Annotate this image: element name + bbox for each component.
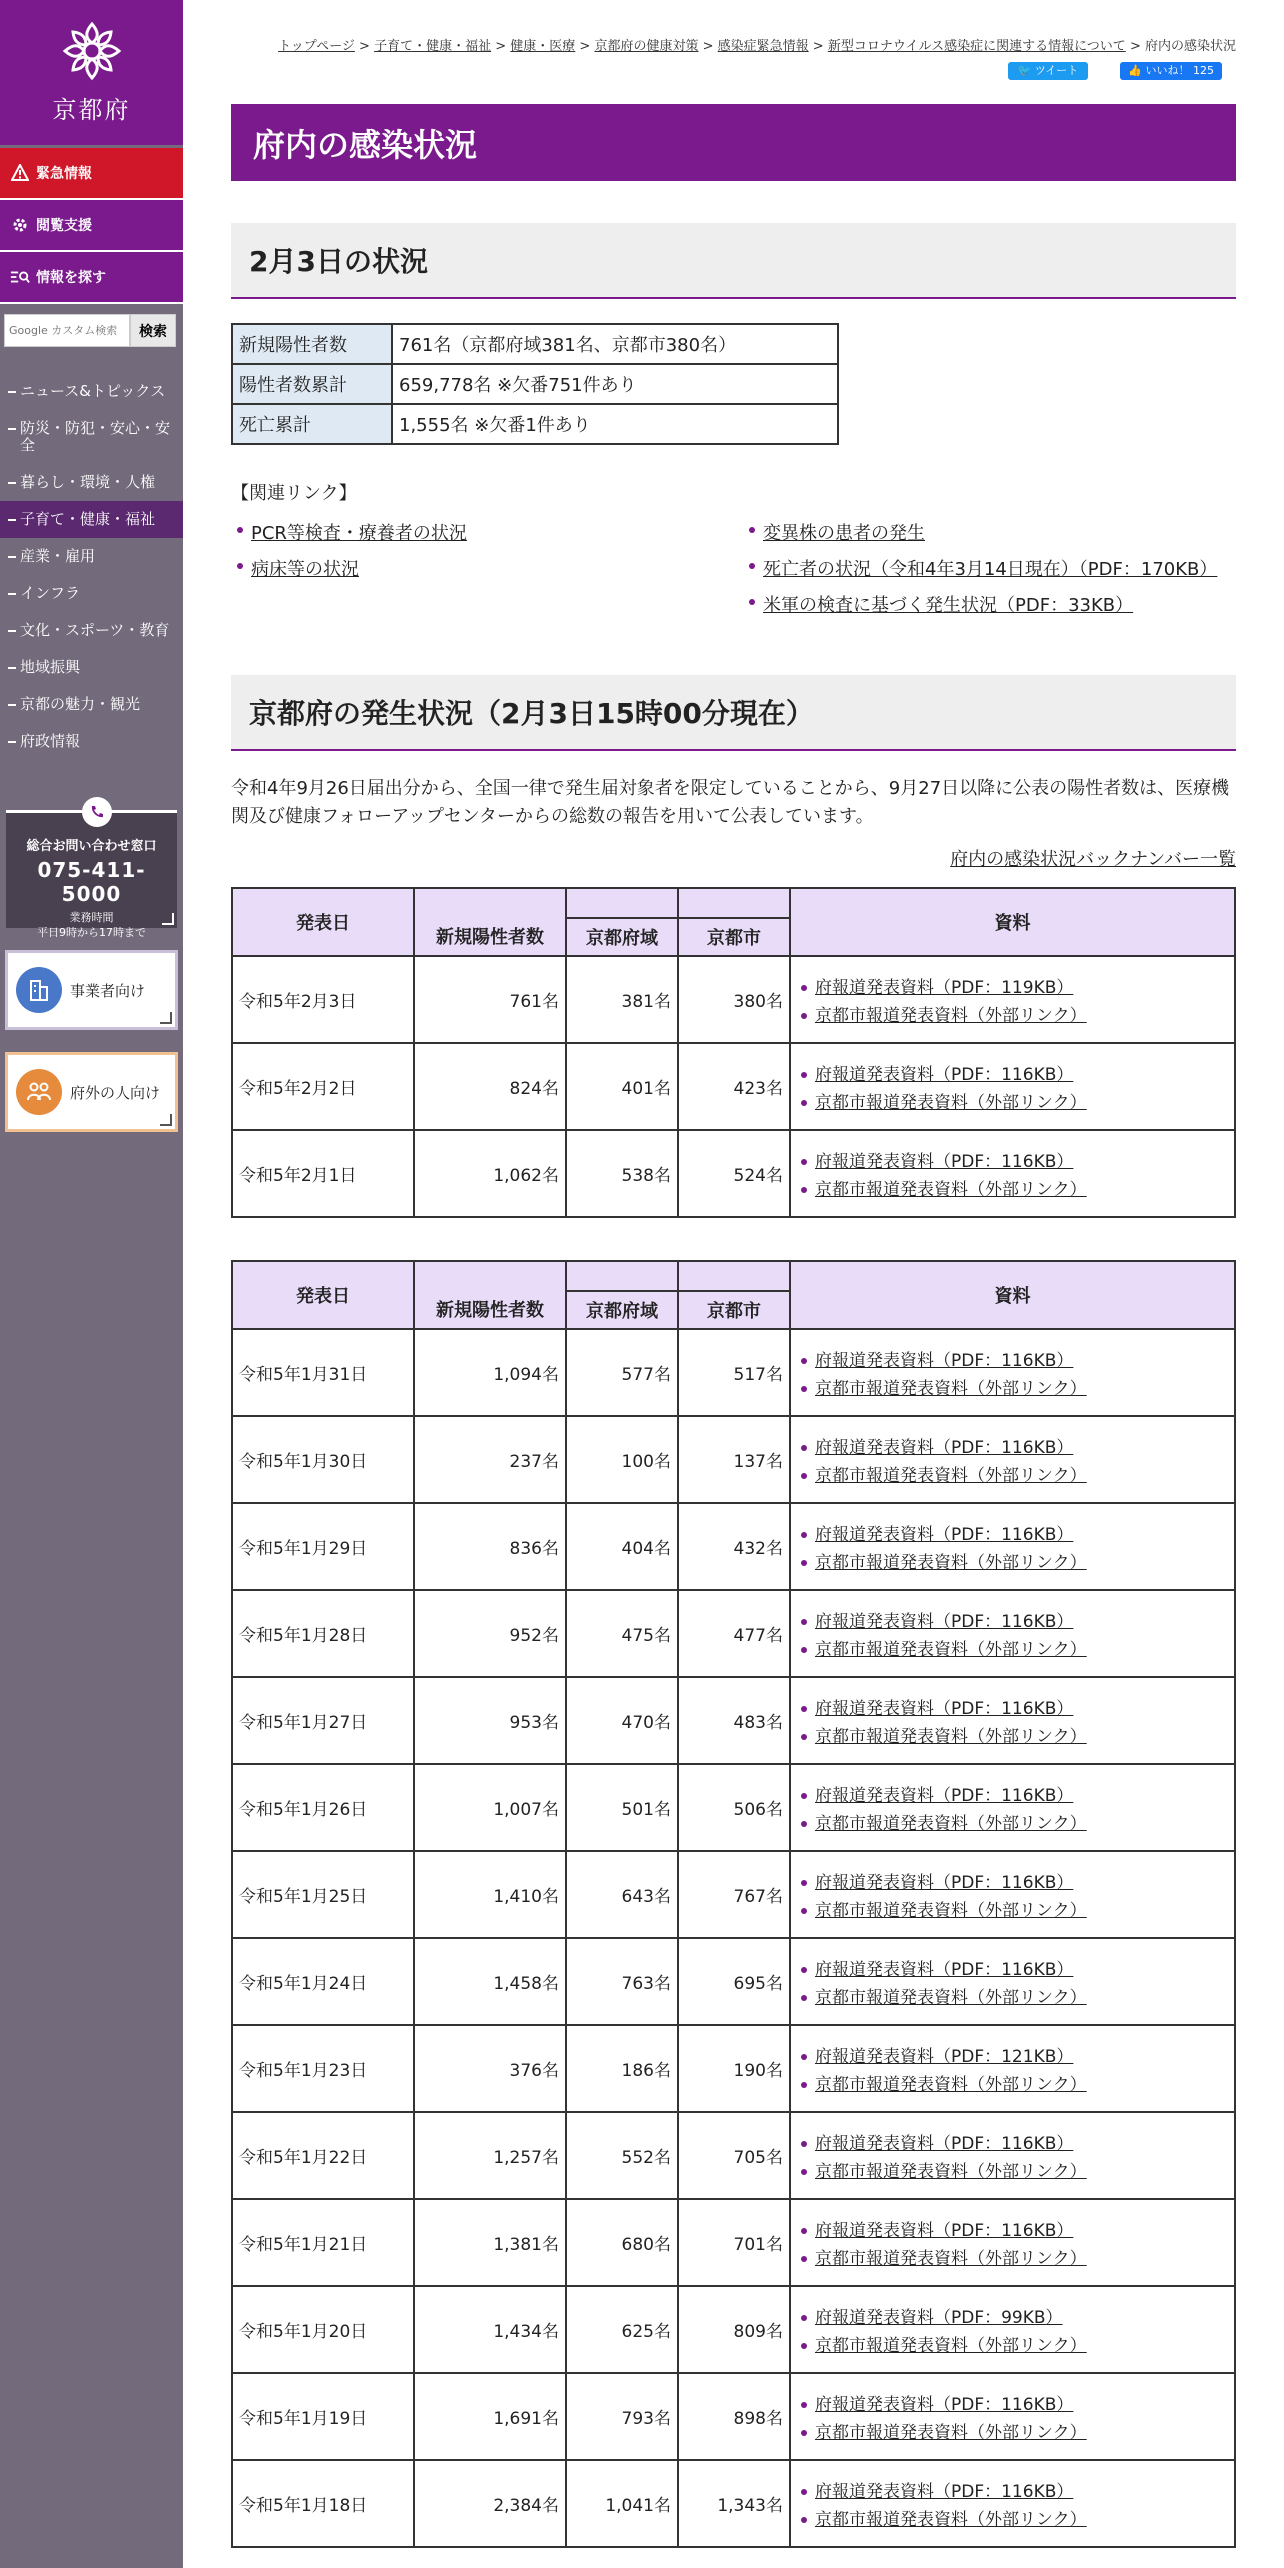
list-item bbox=[791, 1782, 1234, 1810]
table-row bbox=[232, 2460, 1235, 2547]
cell-city: 767名 bbox=[678, 1851, 790, 1938]
docs-list bbox=[791, 2213, 1234, 2273]
table-row bbox=[232, 1503, 1235, 1590]
cell-pref: 100名 bbox=[566, 1416, 678, 1503]
warning-icon bbox=[10, 163, 30, 183]
docs-list bbox=[791, 1952, 1234, 2012]
cases-table-jan bbox=[231, 1260, 1236, 2548]
pref-press-release-link[interactable]: 府報道発表資料（PDF：116KB） bbox=[815, 1872, 1074, 1893]
pref-press-release-link[interactable]: 府報道発表資料（PDF：116KB） bbox=[815, 1698, 1074, 1719]
browsing-support-label: 閲覧支援 bbox=[36, 218, 92, 234]
list-item bbox=[791, 2245, 1234, 2273]
section-title-status: 京都府の発生状況（2月3日15時00分現在） bbox=[231, 675, 1236, 751]
column-header-date: 発表日 bbox=[232, 888, 414, 956]
city-press-release-link[interactable]: 京都市報道発表資料（外部リンク） bbox=[815, 2248, 1087, 2269]
pcr-test-link[interactable]: PCR等検査・療養者の状況 bbox=[251, 523, 467, 544]
cell-pref: 552名 bbox=[566, 2112, 678, 2199]
cell-pref: 793名 bbox=[566, 2373, 678, 2460]
list-item bbox=[743, 591, 1236, 617]
docs-list bbox=[791, 1691, 1234, 1751]
table-row bbox=[232, 1043, 1235, 1130]
browsing-support-button[interactable] bbox=[0, 200, 183, 252]
cell-pref: 404名 bbox=[566, 1503, 678, 1590]
nav-item-govt[interactable]: 府政情報 bbox=[0, 723, 183, 760]
list-item bbox=[791, 1375, 1234, 1403]
cell-docs bbox=[790, 1677, 1235, 1764]
list-item bbox=[791, 2130, 1234, 2158]
cell-pref: 401名 bbox=[566, 1043, 678, 1130]
list-item bbox=[791, 1695, 1234, 1723]
city-press-release-link[interactable]: 京都市報道発表資料（外部リンク） bbox=[815, 1900, 1087, 1921]
cell-docs bbox=[790, 1764, 1235, 1851]
column-header-new-cases: 新規陽性者数 bbox=[414, 1261, 566, 1329]
list-item bbox=[791, 1061, 1234, 1089]
cell-city: 477名 bbox=[678, 1590, 790, 1677]
list-item bbox=[231, 519, 743, 545]
nav-item-health[interactable]: 子育て・健康・福祉 bbox=[0, 501, 183, 538]
search-list-icon bbox=[10, 267, 30, 287]
table-row bbox=[232, 2286, 1235, 2373]
cell-pref: 680名 bbox=[566, 2199, 678, 2286]
cell-date: 令和5年1月27日 bbox=[232, 1677, 414, 1764]
tweet-button[interactable] bbox=[1008, 62, 1089, 80]
outside-visitors-link[interactable] bbox=[5, 1052, 178, 1132]
list-item bbox=[231, 555, 743, 581]
column-header-pref: 京都府域 bbox=[566, 1291, 678, 1329]
corner-arrow-icon bbox=[160, 1114, 172, 1126]
cell-new-cases: 836名 bbox=[414, 1503, 566, 1590]
nav-item-infra[interactable]: インフラ bbox=[0, 575, 183, 612]
cell-docs bbox=[790, 956, 1235, 1043]
column-header-docs: 資料 bbox=[790, 1261, 1235, 1329]
corner-arrow-icon bbox=[162, 913, 174, 925]
cell-city: 1,343名 bbox=[678, 2460, 790, 2547]
notice-text: 令和4年9月26日届出分から、全国一律で発生届対象者を限定していることから、9月27日以降に公表の陽性者数は、医療機関及び健康フォローアップセンターからの総数の報告を用いて公表しています。 bbox=[231, 778, 1230, 827]
table-row bbox=[232, 1590, 1235, 1677]
cell-date: 令和5年1月26日 bbox=[232, 1764, 414, 1851]
cell-date: 令和5年1月20日 bbox=[232, 2286, 414, 2373]
cell-city: 524名 bbox=[678, 1130, 790, 1217]
table-header-row bbox=[232, 888, 1235, 918]
cell-new-cases: 1,257名 bbox=[414, 2112, 566, 2199]
column-header-city: 京都市 bbox=[678, 1291, 790, 1329]
cell-new-cases: 824名 bbox=[414, 1043, 566, 1130]
breadcrumb-top[interactable]: トップページ bbox=[278, 39, 355, 54]
list-item bbox=[791, 2391, 1234, 2419]
table-row bbox=[232, 2199, 1235, 2286]
breadcrumb-health-measures[interactable]: 京都府の健康対策 bbox=[594, 39, 699, 54]
cell-new-cases: 1,381名 bbox=[414, 2199, 566, 2286]
people-icon bbox=[16, 1069, 62, 1115]
pref-press-release-link[interactable]: 府報道発表資料（PDF：116KB） bbox=[815, 2133, 1074, 2154]
pref-press-release-link[interactable]: 府報道発表資料（PDF：116KB） bbox=[815, 1437, 1074, 1458]
cell-docs bbox=[790, 1130, 1235, 1217]
list-item bbox=[791, 1347, 1234, 1375]
pref-press-release-link[interactable]: 府報道発表資料（PDF：116KB） bbox=[815, 2481, 1074, 2502]
city-press-release-link[interactable]: 京都市報道発表資料（外部リンク） bbox=[815, 1005, 1087, 1026]
cell-pref: 186名 bbox=[566, 2025, 678, 2112]
table-row bbox=[232, 364, 838, 404]
cell-docs bbox=[790, 2112, 1235, 2199]
list-item bbox=[791, 1956, 1234, 1984]
docs-list bbox=[791, 1778, 1234, 1838]
cell-docs bbox=[790, 1590, 1235, 1677]
list-item bbox=[791, 1148, 1234, 1176]
column-header-date: 発表日 bbox=[232, 1261, 414, 1329]
list-item bbox=[791, 2304, 1234, 2332]
cell-docs bbox=[790, 1329, 1235, 1416]
cell-date: 令和5年2月3日 bbox=[232, 956, 414, 1043]
cell-new-cases: 953名 bbox=[414, 1677, 566, 1764]
list-item bbox=[791, 2043, 1234, 2071]
contact-hours: 平日9時から17時まで bbox=[37, 926, 146, 939]
table-row bbox=[232, 1416, 1235, 1503]
nav-item-news[interactable]: ニュース&トピックス bbox=[0, 373, 183, 410]
find-info-button[interactable] bbox=[0, 252, 183, 304]
list-item bbox=[791, 1723, 1234, 1751]
cell-date: 令和5年1月24日 bbox=[232, 1938, 414, 2025]
table-row bbox=[232, 956, 1235, 1043]
cell-pref: 763名 bbox=[566, 1938, 678, 2025]
section-title-today: 2月3日の状況 bbox=[231, 223, 1236, 299]
table-row bbox=[232, 1851, 1235, 1938]
cell-city: 695名 bbox=[678, 1938, 790, 2025]
cell-pref: 577名 bbox=[566, 1329, 678, 1416]
pref-press-release-link[interactable]: 府報道発表資料（PDF：116KB） bbox=[815, 1785, 1074, 1806]
cell-city: 898名 bbox=[678, 2373, 790, 2460]
cell-date: 令和5年1月28日 bbox=[232, 1590, 414, 1677]
backnumber-link[interactable]: 府内の感染状況バックナンバー一覧 bbox=[950, 849, 1236, 870]
cell-date: 令和5年1月31日 bbox=[232, 1329, 414, 1416]
table-row bbox=[232, 1130, 1235, 1217]
docs-list bbox=[791, 1430, 1234, 1490]
cell-pref: 1,041名 bbox=[566, 2460, 678, 2547]
table-row bbox=[232, 2373, 1235, 2460]
category-nav bbox=[0, 373, 183, 760]
column-header-spacer bbox=[566, 1261, 678, 1291]
summary-table bbox=[231, 323, 839, 445]
cell-new-cases: 237名 bbox=[414, 1416, 566, 1503]
docs-list bbox=[791, 1865, 1234, 1925]
pref-press-release-link[interactable]: 府報道発表資料（PDF：116KB） bbox=[815, 1064, 1074, 1085]
cell-new-cases: 1,691名 bbox=[414, 2373, 566, 2460]
nav-item-region[interactable]: 地域振興 bbox=[0, 649, 183, 686]
docs-list bbox=[791, 1144, 1234, 1204]
breadcrumb-infection-emergency[interactable]: 感染症緊急情報 bbox=[717, 39, 809, 54]
summary-value: 761名（京都府域381名、京都市380名） bbox=[392, 324, 838, 364]
city-press-release-link[interactable]: 京都市報道発表資料（外部リンク） bbox=[815, 2335, 1087, 2356]
cell-date: 令和5年1月25日 bbox=[232, 1851, 414, 1938]
cell-docs bbox=[790, 1938, 1235, 2025]
facebook-like-button[interactable] bbox=[1120, 62, 1222, 80]
cell-new-cases: 1,458名 bbox=[414, 1938, 566, 2025]
list-item bbox=[743, 555, 1236, 581]
pref-press-release-link[interactable]: 府報道発表資料（PDF：116KB） bbox=[815, 2220, 1074, 2241]
contact-box[interactable] bbox=[6, 810, 177, 939]
docs-list bbox=[791, 2474, 1234, 2534]
city-press-release-link[interactable]: 京都市報道発表資料（外部リンク） bbox=[815, 1639, 1087, 1660]
list-item bbox=[791, 1462, 1234, 1490]
cell-pref: 470名 bbox=[566, 1677, 678, 1764]
pref-press-release-link[interactable]: 府報道発表資料（PDF：121KB） bbox=[815, 2046, 1074, 2067]
cell-new-cases: 761名 bbox=[414, 956, 566, 1043]
city-press-release-link[interactable]: 京都市報道発表資料（外部リンク） bbox=[815, 1726, 1087, 1747]
deaths-status-link[interactable]: 死亡者の状況（令和4年3月14日現在）（PDF：170KB） bbox=[763, 559, 1218, 580]
cell-docs bbox=[790, 2199, 1235, 2286]
column-header-docs: 資料 bbox=[790, 888, 1235, 956]
cell-city: 701名 bbox=[678, 2199, 790, 2286]
docs-list bbox=[791, 2126, 1234, 2186]
cell-city: 190名 bbox=[678, 2025, 790, 2112]
breadcrumb-covid-info[interactable]: 新型コロナウイルス感染症に関連する情報について bbox=[827, 39, 1126, 54]
list-item bbox=[743, 519, 1236, 545]
column-header-spacer bbox=[678, 1261, 790, 1291]
city-press-release-link[interactable]: 京都市報道発表資料（外部リンク） bbox=[815, 1179, 1087, 1200]
outside-visitors-label: 府外の人向け bbox=[70, 1083, 161, 1102]
cell-date: 令和5年2月2日 bbox=[232, 1043, 414, 1130]
cell-pref: 475名 bbox=[566, 1590, 678, 1677]
table-row bbox=[232, 1938, 1235, 2025]
table-row bbox=[232, 404, 838, 444]
pref-press-release-link[interactable]: 府報道発表資料（PDF：119KB） bbox=[815, 977, 1074, 998]
table-row bbox=[232, 324, 838, 364]
cell-date: 令和5年1月21日 bbox=[232, 2199, 414, 2286]
list-item bbox=[791, 1089, 1234, 1117]
corner-arrow-icon bbox=[160, 1012, 172, 1024]
site-logo[interactable] bbox=[0, 0, 183, 145]
cell-date: 令和5年1月30日 bbox=[232, 1416, 414, 1503]
cell-new-cases: 1,094名 bbox=[414, 1329, 566, 1416]
summary-label: 陽性者数累計 bbox=[232, 364, 392, 404]
cell-pref: 501名 bbox=[566, 1764, 678, 1851]
column-header-spacer bbox=[566, 888, 678, 918]
table-row bbox=[232, 1764, 1235, 1851]
page-title: 府内の感染状況 bbox=[231, 104, 1236, 181]
cell-city: 432名 bbox=[678, 1503, 790, 1590]
cell-city: 380名 bbox=[678, 956, 790, 1043]
us-military-link[interactable]: 米軍の検査に基づく発生状況（PDF：33KB） bbox=[763, 595, 1134, 616]
sidebar bbox=[0, 0, 183, 2568]
list-item bbox=[791, 1984, 1234, 2012]
list-item bbox=[791, 1636, 1234, 1664]
cell-city: 809名 bbox=[678, 2286, 790, 2373]
building-icon bbox=[16, 967, 62, 1013]
kyoto-emblem-icon bbox=[61, 20, 123, 82]
social-buttons bbox=[231, 62, 1236, 80]
cell-date: 令和5年2月1日 bbox=[232, 1130, 414, 1217]
contact-hours-label: 業務時間 bbox=[69, 911, 114, 924]
cell-date: 令和5年1月18日 bbox=[232, 2460, 414, 2547]
list-item bbox=[791, 1608, 1234, 1636]
search-button[interactable]: 検索 bbox=[130, 314, 176, 347]
cell-docs bbox=[790, 2460, 1235, 2547]
business-link-label: 事業者向け bbox=[70, 981, 146, 1000]
nav-item-living[interactable]: 暮らし・環境・人権 bbox=[0, 464, 183, 501]
list-item bbox=[791, 2217, 1234, 2245]
cell-pref: 538名 bbox=[566, 1130, 678, 1217]
summary-value: 659,778名 ※欠番751件あり bbox=[392, 364, 838, 404]
nav-item-safety[interactable]: 防災・防犯・安心・安全 bbox=[0, 410, 183, 464]
column-header-spacer bbox=[678, 888, 790, 918]
table-header-row bbox=[232, 1261, 1235, 1291]
list-item bbox=[791, 1521, 1234, 1549]
cell-city: 517名 bbox=[678, 1329, 790, 1416]
city-press-release-link[interactable]: 京都市報道発表資料（外部リンク） bbox=[815, 1378, 1087, 1399]
pref-press-release-link[interactable]: 府報道発表資料（PDF：116KB） bbox=[815, 1959, 1074, 1980]
cell-docs bbox=[790, 1416, 1235, 1503]
cell-new-cases: 376名 bbox=[414, 2025, 566, 2112]
list-item bbox=[791, 2506, 1234, 2534]
list-item bbox=[791, 1810, 1234, 1838]
breadcrumb: トップページ > 子育て・健康・福祉 > 健康・医療 > 京都府の健康対策 > 感染症緊急情報 > 新型コロナウイルス感染症に関連する情報について > 府内の感染状況 bbox=[278, 39, 1236, 54]
cases-table-feb bbox=[231, 887, 1236, 1218]
cell-city: 705名 bbox=[678, 2112, 790, 2199]
cell-new-cases: 1,062名 bbox=[414, 1130, 566, 1217]
thumbs-up-icon: 👍 bbox=[1128, 64, 1142, 77]
spacer bbox=[231, 591, 743, 617]
city-press-release-link[interactable]: 京都市報道発表資料（外部リンク） bbox=[815, 2161, 1087, 2182]
cell-docs bbox=[790, 1043, 1235, 1130]
cell-new-cases: 2,384名 bbox=[414, 2460, 566, 2547]
column-header-new-cases: 新規陽性者数 bbox=[414, 888, 566, 956]
list-item bbox=[791, 1434, 1234, 1462]
site-search bbox=[0, 304, 183, 357]
list-item bbox=[791, 1176, 1234, 1204]
cell-city: 506名 bbox=[678, 1764, 790, 1851]
docs-list bbox=[791, 1517, 1234, 1577]
cell-pref: 625名 bbox=[566, 2286, 678, 2373]
summary-value: 1,555名 ※欠番1件あり bbox=[392, 404, 838, 444]
docs-list bbox=[791, 970, 1234, 1030]
table-row bbox=[232, 1329, 1235, 1416]
cell-pref: 643名 bbox=[566, 1851, 678, 1938]
pref-press-release-link[interactable]: 府報道発表資料（PDF：116KB） bbox=[815, 1350, 1074, 1371]
table-row bbox=[232, 2025, 1235, 2112]
breadcrumb-health[interactable]: 健康・医療 bbox=[510, 39, 576, 54]
cell-new-cases: 952名 bbox=[414, 1590, 566, 1677]
nav-item-industry[interactable]: 産業・雇用 bbox=[0, 538, 183, 575]
cell-docs bbox=[790, 1503, 1235, 1590]
docs-list bbox=[791, 2387, 1234, 2447]
cell-new-cases: 1,434名 bbox=[414, 2286, 566, 2373]
city-press-release-link[interactable]: 京都市報道発表資料（外部リンク） bbox=[815, 2509, 1087, 2530]
city-press-release-link[interactable]: 京都市報道発表資料（外部リンク） bbox=[815, 2074, 1087, 2095]
cell-docs bbox=[790, 2025, 1235, 2112]
docs-list bbox=[791, 2039, 1234, 2099]
cell-new-cases: 1,410名 bbox=[414, 1851, 566, 1938]
find-info-label: 情報を探す bbox=[36, 270, 106, 286]
variant-link[interactable]: 変異株の患者の発生 bbox=[763, 523, 925, 544]
cell-docs bbox=[790, 2286, 1235, 2373]
list-item bbox=[791, 2158, 1234, 2186]
cell-date: 令和5年1月22日 bbox=[232, 2112, 414, 2199]
contact-title: 総合お問い合わせ窓口 bbox=[26, 839, 157, 854]
nav-item-tourism[interactable]: 京都の魅力・観光 bbox=[0, 686, 183, 723]
search-input[interactable] bbox=[4, 314, 130, 347]
related-links-heading: 【関連リンク】 bbox=[231, 483, 357, 504]
table-row bbox=[232, 1677, 1235, 1764]
list-item bbox=[791, 1897, 1234, 1925]
like-label: いいね！ 125 bbox=[1145, 64, 1214, 77]
breadcrumb-childcare[interactable]: 子育て・健康・福祉 bbox=[374, 39, 492, 54]
city-press-release-link[interactable]: 京都市報道発表資料（外部リンク） bbox=[815, 1465, 1087, 1486]
pref-press-release-link[interactable]: 府報道発表資料（PDF：99KB） bbox=[815, 2307, 1063, 2328]
pref-press-release-link[interactable]: 府報道発表資料（PDF：116KB） bbox=[815, 1611, 1074, 1632]
bed-status-link[interactable]: 病床等の状況 bbox=[251, 559, 359, 580]
list-item bbox=[791, 2071, 1234, 2099]
cell-date: 令和5年1月23日 bbox=[232, 2025, 414, 2112]
docs-list bbox=[791, 1604, 1234, 1664]
nav-item-culture[interactable]: 文化・スポーツ・教育 bbox=[0, 612, 183, 649]
summary-label: 死亡累計 bbox=[232, 404, 392, 444]
gear-icon bbox=[10, 215, 30, 235]
cell-city: 137名 bbox=[678, 1416, 790, 1503]
contact-phone: 075-411-5000 bbox=[37, 858, 146, 906]
cell-date: 令和5年1月29日 bbox=[232, 1503, 414, 1590]
cell-new-cases: 1,007名 bbox=[414, 1764, 566, 1851]
summary-label: 新規陽性者数 bbox=[232, 324, 392, 364]
related-links bbox=[231, 519, 1236, 617]
cell-docs bbox=[790, 1851, 1235, 1938]
backnumber bbox=[231, 845, 1236, 871]
main-content bbox=[231, 0, 1236, 2548]
tweet-label: ツイート bbox=[1034, 64, 1079, 77]
column-header-city: 京都市 bbox=[678, 918, 790, 956]
cell-city: 483名 bbox=[678, 1677, 790, 1764]
city-press-release-link[interactable]: 京都市報道発表資料（外部リンク） bbox=[815, 1987, 1087, 2008]
docs-list bbox=[791, 2300, 1234, 2360]
docs-list bbox=[791, 1057, 1234, 1117]
pref-press-release-link[interactable]: 府報道発表資料（PDF：116KB） bbox=[815, 2394, 1074, 2415]
list-item bbox=[791, 2478, 1234, 2506]
cell-docs bbox=[790, 2373, 1235, 2460]
pref-press-release-link[interactable]: 府報道発表資料（PDF：116KB） bbox=[815, 1151, 1074, 1172]
table-row bbox=[232, 2112, 1235, 2199]
list-item bbox=[791, 2332, 1234, 2360]
list-item bbox=[791, 1869, 1234, 1897]
list-item bbox=[791, 974, 1234, 1002]
list-item bbox=[791, 1002, 1234, 1030]
list-item bbox=[791, 2419, 1234, 2447]
emergency-info-button[interactable] bbox=[0, 148, 183, 200]
city-press-release-link[interactable]: 京都市報道発表資料（外部リンク） bbox=[815, 1552, 1087, 1573]
list-item bbox=[791, 1549, 1234, 1577]
twitter-icon: 🐦 bbox=[1017, 64, 1032, 77]
logo-text: 京都府 bbox=[52, 96, 131, 124]
city-press-release-link[interactable]: 京都市報道発表資料（外部リンク） bbox=[815, 2422, 1087, 2443]
pref-press-release-link[interactable]: 府報道発表資料（PDF：116KB） bbox=[815, 1524, 1074, 1545]
cell-city: 423名 bbox=[678, 1043, 790, 1130]
breadcrumb-current: 府内の感染状況 bbox=[1144, 39, 1236, 54]
cell-pref: 381名 bbox=[566, 956, 678, 1043]
cell-date: 令和5年1月19日 bbox=[232, 2373, 414, 2460]
business-link[interactable] bbox=[5, 950, 178, 1030]
city-press-release-link[interactable]: 京都市報道発表資料（外部リンク） bbox=[815, 1813, 1087, 1834]
emergency-info-label: 緊急情報 bbox=[36, 166, 92, 182]
city-press-release-link[interactable]: 京都市報道発表資料（外部リンク） bbox=[815, 1092, 1087, 1113]
docs-list bbox=[791, 1343, 1234, 1403]
phone-icon bbox=[82, 797, 112, 827]
column-header-pref: 京都府域 bbox=[566, 918, 678, 956]
